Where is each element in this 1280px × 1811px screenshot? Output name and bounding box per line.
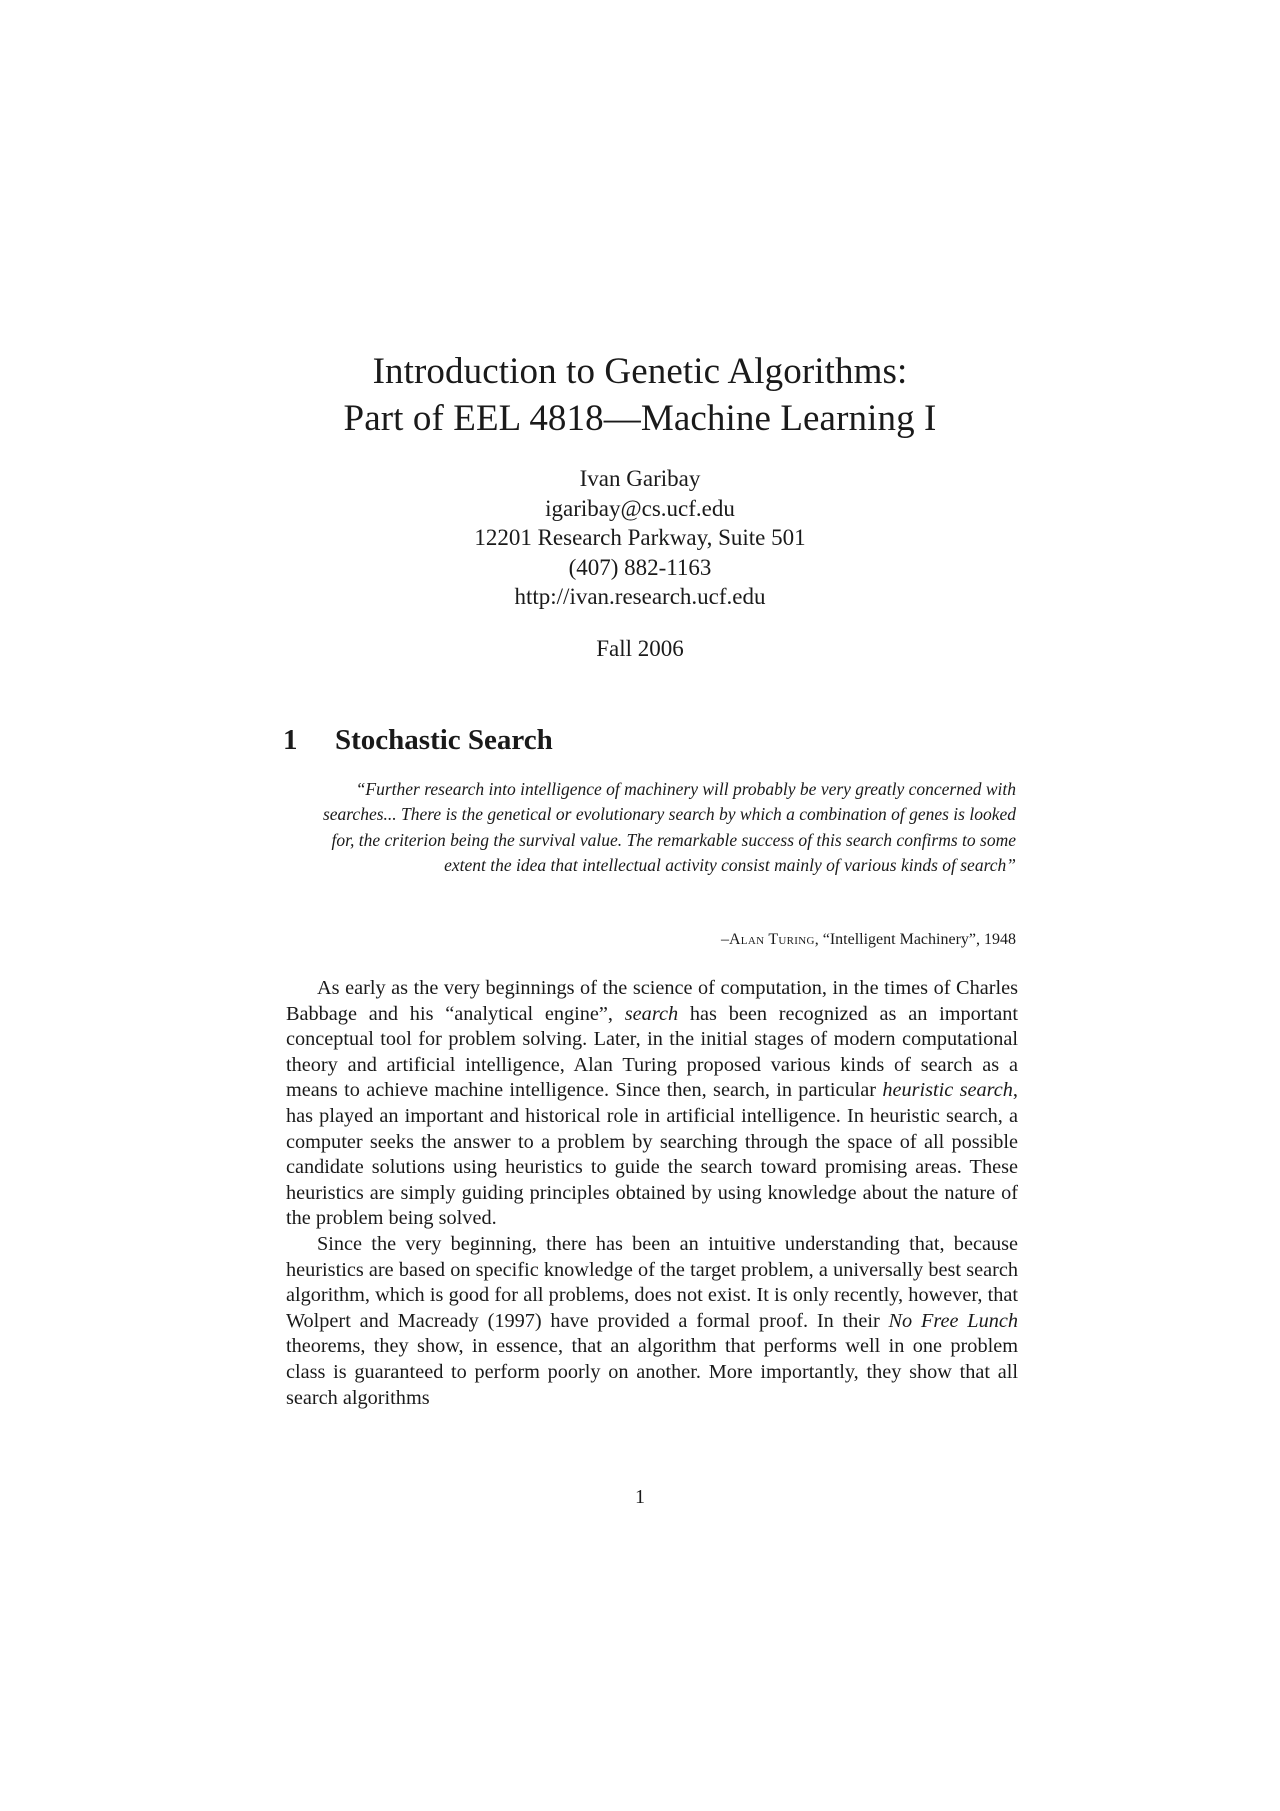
paragraph-1-text-b: has been recognized as an important conceptual tool for problem solving. Later, in the initial stages of modern computational theory and artificial intelligence, Alan Turing proposed various kinds of search as a means to achieve machine intelligence. Since then, search, in particular bbox=[286, 1002, 1018, 1102]
paragraph-2-emphasis-no-free-lunch: No Free Lunch bbox=[888, 1309, 1018, 1332]
author-phone: (407) 882-1163 bbox=[568, 554, 712, 580]
page-number: 1 bbox=[635, 1486, 645, 1508]
paragraph-1 bbox=[286, 976, 1018, 1232]
paragraph-2-text-a: Since the very beginning, there has been an intuitive understanding that, because heuristics are based on specific knowledge of the target problem, a universally best search algorithm, which is good for all problems, does not exist. It is only recently, however, that Wolpert and Macready (1997) have provided a formal proof. In their bbox=[286, 1232, 1018, 1332]
paragraph-1-emphasis-search: search bbox=[624, 1002, 679, 1025]
paragraph-2-text-b: theorems, they show, in essence, that an algorithm that performs well in one problem class is guaranteed to perform poorly on another. More importantly, they show that all search algorithms bbox=[286, 1335, 1018, 1409]
paragraph-1-text-c: , has played an important and historical role in artificial intelligence. In heuristic search, a computer seeks the answer to a problem by searching through the space of all possible candidate solutions using heuristics to guide the search toward promising areas. These heuristics are simply guiding principles obtained by using knowledge about the nature of the problem being solved. bbox=[286, 1079, 1018, 1230]
title-line-1: Introduction to Genetic Algorithms: bbox=[372, 351, 908, 392]
paragraph-2 bbox=[286, 1232, 1018, 1411]
paragraph-1-text-a: As early as the very beginnings of the science of computation, in the times of Charles Babbage and his “analytical engine”, bbox=[286, 977, 1018, 1025]
section-heading bbox=[283, 722, 553, 758]
body-text bbox=[286, 976, 1018, 1411]
attribution-source: , “Intelligent Machinery”, 1948 bbox=[814, 931, 1016, 948]
author-url: http://ivan.research.ucf.edu bbox=[514, 584, 766, 609]
author-name: Ivan Garibay bbox=[579, 466, 701, 491]
attribution-author: Alan Turing bbox=[728, 931, 815, 948]
attribution-dash: – bbox=[720, 931, 729, 948]
document-title bbox=[0, 348, 1280, 442]
epigraph-attribution bbox=[300, 929, 1016, 951]
section-title: Stochastic Search bbox=[335, 724, 553, 756]
section-number: 1 bbox=[283, 724, 298, 756]
author-address: 12201 Research Parkway, Suite 501 bbox=[474, 525, 806, 550]
epigraph-quote: “Further research into intelligence of machinery will probably be very greatly concerned with searches... There is the genetical or evolutionary search by which a combination of genes is looked for, the criterion being the survival value. The remarkable success of this search confirms to some extent the idea that intellectual activity consist mainly of various kinds of search” bbox=[322, 779, 1016, 876]
paragraph-1-emphasis-heuristic-search: heuristic search bbox=[882, 1079, 1013, 1102]
title-line-2: Part of EEL 4818—Machine Learning I bbox=[343, 398, 937, 439]
document-date: Fall 2006 bbox=[596, 636, 684, 661]
author-block bbox=[0, 464, 1280, 612]
author-email: igaribay@cs.ucf.edu bbox=[545, 495, 735, 521]
